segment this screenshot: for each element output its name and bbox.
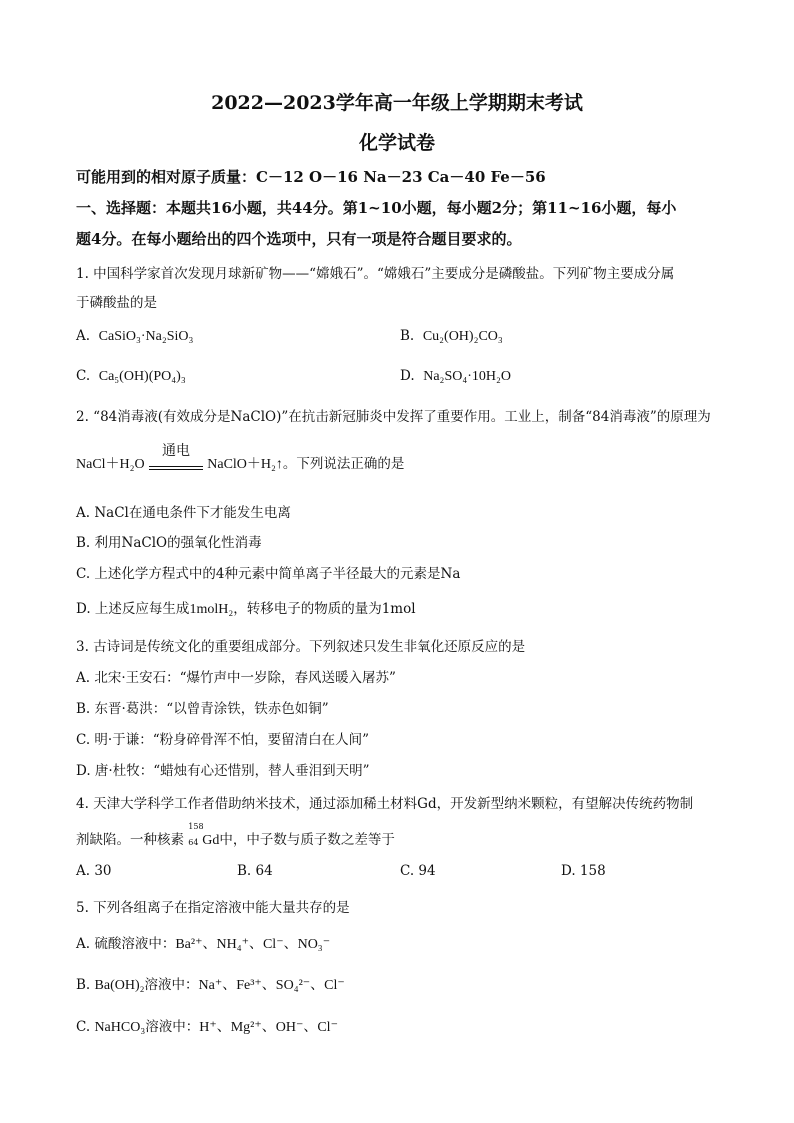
q1-option-b: B. Cu₂(OH)₂CO₃ bbox=[400, 328, 503, 344]
q4-option-d: D. 158 bbox=[561, 863, 606, 879]
q2-option-c: C. 上述化学方程式中的4种元素中简单离子半径最大的元素是Na bbox=[76, 566, 461, 582]
q3-option-a: A. 北宋·王安石：“爆竹声中一岁除，春风送暖入屠苏” bbox=[76, 670, 396, 686]
q4-option-a: A. 30 bbox=[76, 863, 112, 879]
q5-stem: 5. 下列各组离子在指定溶液中能大量共存的是 bbox=[76, 900, 350, 916]
q3-option-c: C. 明·于谦：“粉身碎骨浑不怕，要留清白在人间” bbox=[76, 732, 370, 748]
q1-option-a: A. CaSiO₃·Na₂SiO₃ bbox=[76, 328, 194, 344]
reaction-condition-arrow: 通电 bbox=[149, 464, 203, 470]
q2-option-a: A. NaCl在通电条件下才能发生电离 bbox=[76, 505, 291, 521]
q3-stem: 3. 古诗词是传统文化的重要组成部分。下列叙述只发生非氧化还原反应的是 bbox=[76, 639, 526, 655]
section1-line2: 题4分。在每小题给出的四个选项中，只有一项是符合题目要求的。 bbox=[76, 230, 522, 248]
section1-line1: 一、选择题：本题共16小题，共44分。第1~10小题，每小题2分；第11~16小题，每小 bbox=[76, 199, 677, 217]
q5-option-b: B. Ba(OH)₂溶液中：Na⁺、Fe³⁺、SO₄²⁻、Cl⁻ bbox=[76, 977, 345, 993]
q3-option-b: B. 东晋·葛洪：“以曾青涂铁，铁赤色如铜” bbox=[76, 701, 329, 717]
q1-option-c: C. Ca₅(OH)(PO₄)₃ bbox=[76, 368, 186, 384]
q2-equation: NaCl＋H₂O 通电 NaClO＋H₂↑。下列说法正确的是 bbox=[76, 443, 405, 472]
q5-option-a: A. 硫酸溶液中：Ba²⁺、NH₄⁺、Cl⁻、NO₃⁻ bbox=[76, 936, 331, 952]
q5-option-c: C. NaHCO₃溶液中：H⁺、Mg²⁺、OH⁻、Cl⁻ bbox=[76, 1019, 338, 1035]
q1-option-d: D. Na₂SO₄·10H₂O bbox=[400, 368, 511, 384]
atomic-masses: 可能用到的相对原子质量：C－12 O－16 Na－23 Ca－40 Fe－56 bbox=[76, 168, 546, 186]
exam-subtitle: 化学试卷 bbox=[358, 132, 435, 154]
q2-option-b: B. 利用NaClO的强氧化性消毒 bbox=[76, 535, 262, 551]
exam-title: 2022—2023学年高一年级上学期期末考试 bbox=[211, 92, 583, 114]
q2-stem-line1: 2. “84消毒液(有效成分是NaClO)”在抗击新冠肺炎中发挥了重要作用。工业上，制备“84消毒液”的原理为 bbox=[76, 409, 711, 425]
q4-option-c: C. 94 bbox=[400, 863, 436, 879]
q4-option-b: B. 64 bbox=[237, 863, 273, 879]
nuclide-notation: 158 64 bbox=[188, 822, 204, 847]
q3-option-d: D. 唐·杜牧：“蜡烛有心还惜别，替人垂泪到天明” bbox=[76, 763, 370, 779]
q4-stem-line1: 4. 天津大学科学工作者借助纳米技术，通过添加稀土材料Gd，开发新型纳米颗粒，有望解决传统药物制 bbox=[76, 796, 694, 812]
q4-stem-line2: 剂缺陷。一种核素 158 64 Gd中，中子数与质子数之差等于 bbox=[76, 822, 395, 848]
q2-option-d: D. 上述反应每生成1molH₂，转移电子的物质的量为1mol bbox=[76, 601, 416, 617]
q1-stem-line2: 于磷酸盐的是 bbox=[76, 295, 157, 311]
q1-stem-line1: 1. 中国科学家首次发现月球新矿物——“嫦娥石”。“嫦娥石”主要成分是磷酸盐。下列矿物主要成分属 bbox=[76, 266, 675, 282]
